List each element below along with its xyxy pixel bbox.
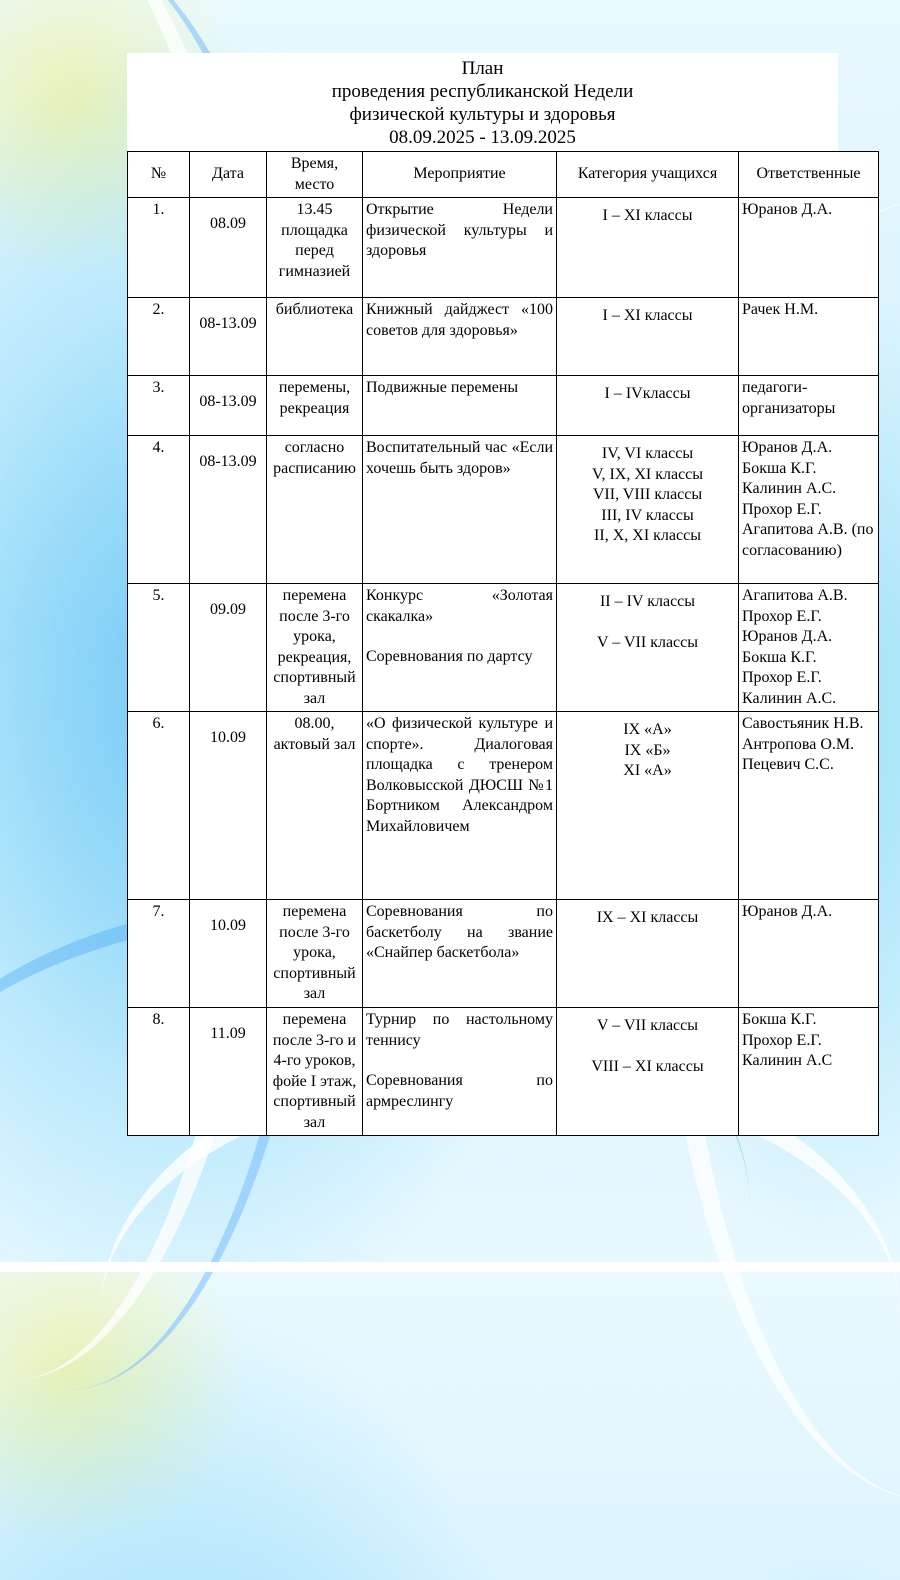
row-responsible-line: Пецевич С.С. xyxy=(742,756,834,773)
row-number: 5. xyxy=(128,584,190,712)
row-date: 11.09 xyxy=(190,1008,267,1136)
table-row xyxy=(128,376,879,436)
row-category-line: V, IX, XI классы xyxy=(591,465,704,483)
row-responsible xyxy=(739,712,879,900)
row-time-place: библиотека xyxy=(267,298,363,376)
row-responsible-line: Юранов Д.А. xyxy=(742,903,833,920)
row-responsible-line: Прохор Е.Г. xyxy=(742,500,822,518)
row-event xyxy=(363,712,557,900)
row-category xyxy=(557,584,739,712)
row-category-line: IX – XI классы xyxy=(596,909,699,926)
row-category-line: IX «А» xyxy=(623,721,672,738)
row-responsible-line: Савостьяник Н.В. xyxy=(742,715,864,732)
row-responsible xyxy=(739,298,879,376)
plan-table xyxy=(127,151,879,1136)
row-event-line: Соревнования по дартсу xyxy=(366,648,533,665)
row-event-line: «О физической культуре и спорте». Диалоговая площадка с тренером Волковысской ДЮСШ №1 Бортником Александром Михайловичем xyxy=(366,715,553,835)
spacer xyxy=(366,1051,553,1071)
row-responsible-line: Юранов Д.А. xyxy=(742,201,833,218)
row-responsible-line: Прохор Е.Г. xyxy=(742,607,822,625)
row-time-place: перемена после 3-го урока, спортивный зал xyxy=(267,900,363,1008)
row-event-line: Соревнования по армреслингу xyxy=(366,1072,553,1110)
row-event-line: Подвижные перемены xyxy=(366,379,519,396)
row-event-line: Воспитательный час «Если хочешь быть здоров» xyxy=(366,439,553,477)
row-date: 08-13.09 xyxy=(190,376,267,436)
row-category xyxy=(557,1008,739,1136)
row-responsible-line: Агапитова А.В. (по согласованию) xyxy=(742,521,874,559)
row-responsible-line: Юранов Д.А. xyxy=(742,439,833,456)
document-title xyxy=(127,53,838,149)
row-category xyxy=(557,198,739,298)
row-responsible xyxy=(739,584,879,712)
header-num: № xyxy=(128,152,190,198)
row-date: 08.09 xyxy=(190,198,267,298)
row-responsible-line: Калинин А.С. xyxy=(742,480,837,497)
row-event xyxy=(363,376,557,436)
row-category-line: VII, VIII классы xyxy=(592,486,703,503)
row-number: 6. xyxy=(128,712,190,900)
table-row xyxy=(128,298,879,376)
row-category-line: XI «А» xyxy=(623,762,672,779)
row-event xyxy=(363,436,557,584)
row-category-line: I – XI классы xyxy=(602,307,693,324)
row-event xyxy=(363,1008,557,1136)
spacer xyxy=(560,1037,735,1057)
row-category-line: III, IV классы xyxy=(601,506,694,524)
row-responsible xyxy=(739,1008,879,1136)
row-category-line: IV, VI классы xyxy=(601,445,694,462)
title-dates: 08.09.2025 - 13.09.2025 xyxy=(389,127,576,148)
row-event xyxy=(363,584,557,712)
row-responsible-line: педагоги-организаторы xyxy=(742,379,836,417)
row-responsible xyxy=(739,198,879,298)
header-event: Мероприятие xyxy=(363,152,557,198)
title-line: проведения республиканской Недели xyxy=(331,81,634,102)
row-event xyxy=(363,198,557,298)
row-event-line: Конкурс «Золотая скакалка» xyxy=(366,587,553,625)
row-event xyxy=(363,298,557,376)
row-responsible-line: Бокша К.Г. xyxy=(742,459,817,477)
row-responsible-line: Юранов Д.А. xyxy=(742,628,833,645)
table-row xyxy=(128,584,879,712)
row-date: 09.09 xyxy=(190,584,267,712)
row-number: 3. xyxy=(128,376,190,436)
row-responsible-line: Калинин А.С. xyxy=(742,689,837,707)
row-responsible-line: Бокша К.Г. xyxy=(742,648,817,666)
row-event-line: Книжный дайджест «100 советов для здоровья» xyxy=(366,301,553,339)
row-date: 10.09 xyxy=(190,712,267,900)
table-row xyxy=(128,900,879,1008)
row-number: 8. xyxy=(128,1008,190,1136)
row-time-place: 08.00, актовый зал xyxy=(267,712,363,900)
title-line: План xyxy=(461,58,504,79)
title-sheet xyxy=(127,53,838,153)
row-date: 08-13.09 xyxy=(190,298,267,376)
row-number: 4. xyxy=(128,436,190,584)
header-category: Категория учащихся xyxy=(557,152,739,198)
row-category xyxy=(557,376,739,436)
row-category-line: II – IV классы xyxy=(599,593,696,610)
row-number: 7. xyxy=(128,900,190,1008)
row-time-place: согласно расписанию xyxy=(267,436,363,584)
row-date: 08-13.09 xyxy=(190,436,267,584)
row-responsible xyxy=(739,436,879,584)
row-category-line: VIII – XI классы xyxy=(591,1057,704,1075)
bottom-strip xyxy=(0,1262,900,1272)
row-date: 10.09 xyxy=(190,900,267,1008)
row-category-line: II, X, XI классы xyxy=(594,527,701,544)
row-responsible-line: Антропова О.М. xyxy=(742,735,855,753)
row-event-line: Открытие Недели физической культуры и здоровья xyxy=(366,201,553,259)
row-responsible-line: Прохор Е.Г. xyxy=(742,669,822,686)
header-date: Дата xyxy=(190,152,267,198)
row-time-place: перемены, рекреация xyxy=(267,376,363,436)
row-responsible-line: Калинин А.С xyxy=(742,1052,833,1069)
row-category-line: V – VII классы xyxy=(597,633,698,651)
row-category-line: IX «Б» xyxy=(624,741,671,759)
row-responsible-line: Рачек Н.М. xyxy=(742,301,819,318)
row-responsible xyxy=(739,900,879,1008)
row-category xyxy=(557,436,739,584)
row-event xyxy=(363,900,557,1008)
table-row xyxy=(128,198,879,298)
spacer xyxy=(560,613,735,633)
row-number: 1. xyxy=(128,198,190,298)
row-event-line: Турнир по настольному теннису xyxy=(366,1011,553,1049)
table-header-row xyxy=(128,152,879,198)
row-responsible-line: Агапитова А.В. xyxy=(742,587,848,604)
row-category-line: I – IVклассы xyxy=(604,385,691,402)
header-time: Время, место xyxy=(267,152,363,198)
table-row xyxy=(128,1008,879,1136)
row-category-line: V – VII классы xyxy=(597,1017,698,1034)
spacer xyxy=(366,627,553,647)
row-category xyxy=(557,298,739,376)
table-row xyxy=(128,712,879,900)
row-responsible-line: Бокша К.Г. xyxy=(742,1011,817,1028)
row-category xyxy=(557,712,739,900)
header-responsible: Ответственные xyxy=(739,152,879,198)
row-time-place: перемена после 3-го и 4-го уроков, фойе I этаж, спортивный зал xyxy=(267,1008,363,1136)
table-row xyxy=(128,436,879,584)
title-line: физической культуры и здоровья xyxy=(349,104,616,125)
row-category xyxy=(557,900,739,1008)
row-event-line: Соревнования по баскетболу на звание «Снайпер баскетбола» xyxy=(366,903,553,961)
row-number: 2. xyxy=(128,298,190,376)
row-time-place: перемена после 3-го урока, рекреация, спортивный зал xyxy=(267,584,363,712)
row-category-line: I – XI классы xyxy=(602,207,693,224)
row-time-place: 13.45 площадка перед гимназией xyxy=(267,198,363,298)
row-responsible-line: Прохор Е.Г. xyxy=(742,1031,822,1049)
row-responsible xyxy=(739,376,879,436)
